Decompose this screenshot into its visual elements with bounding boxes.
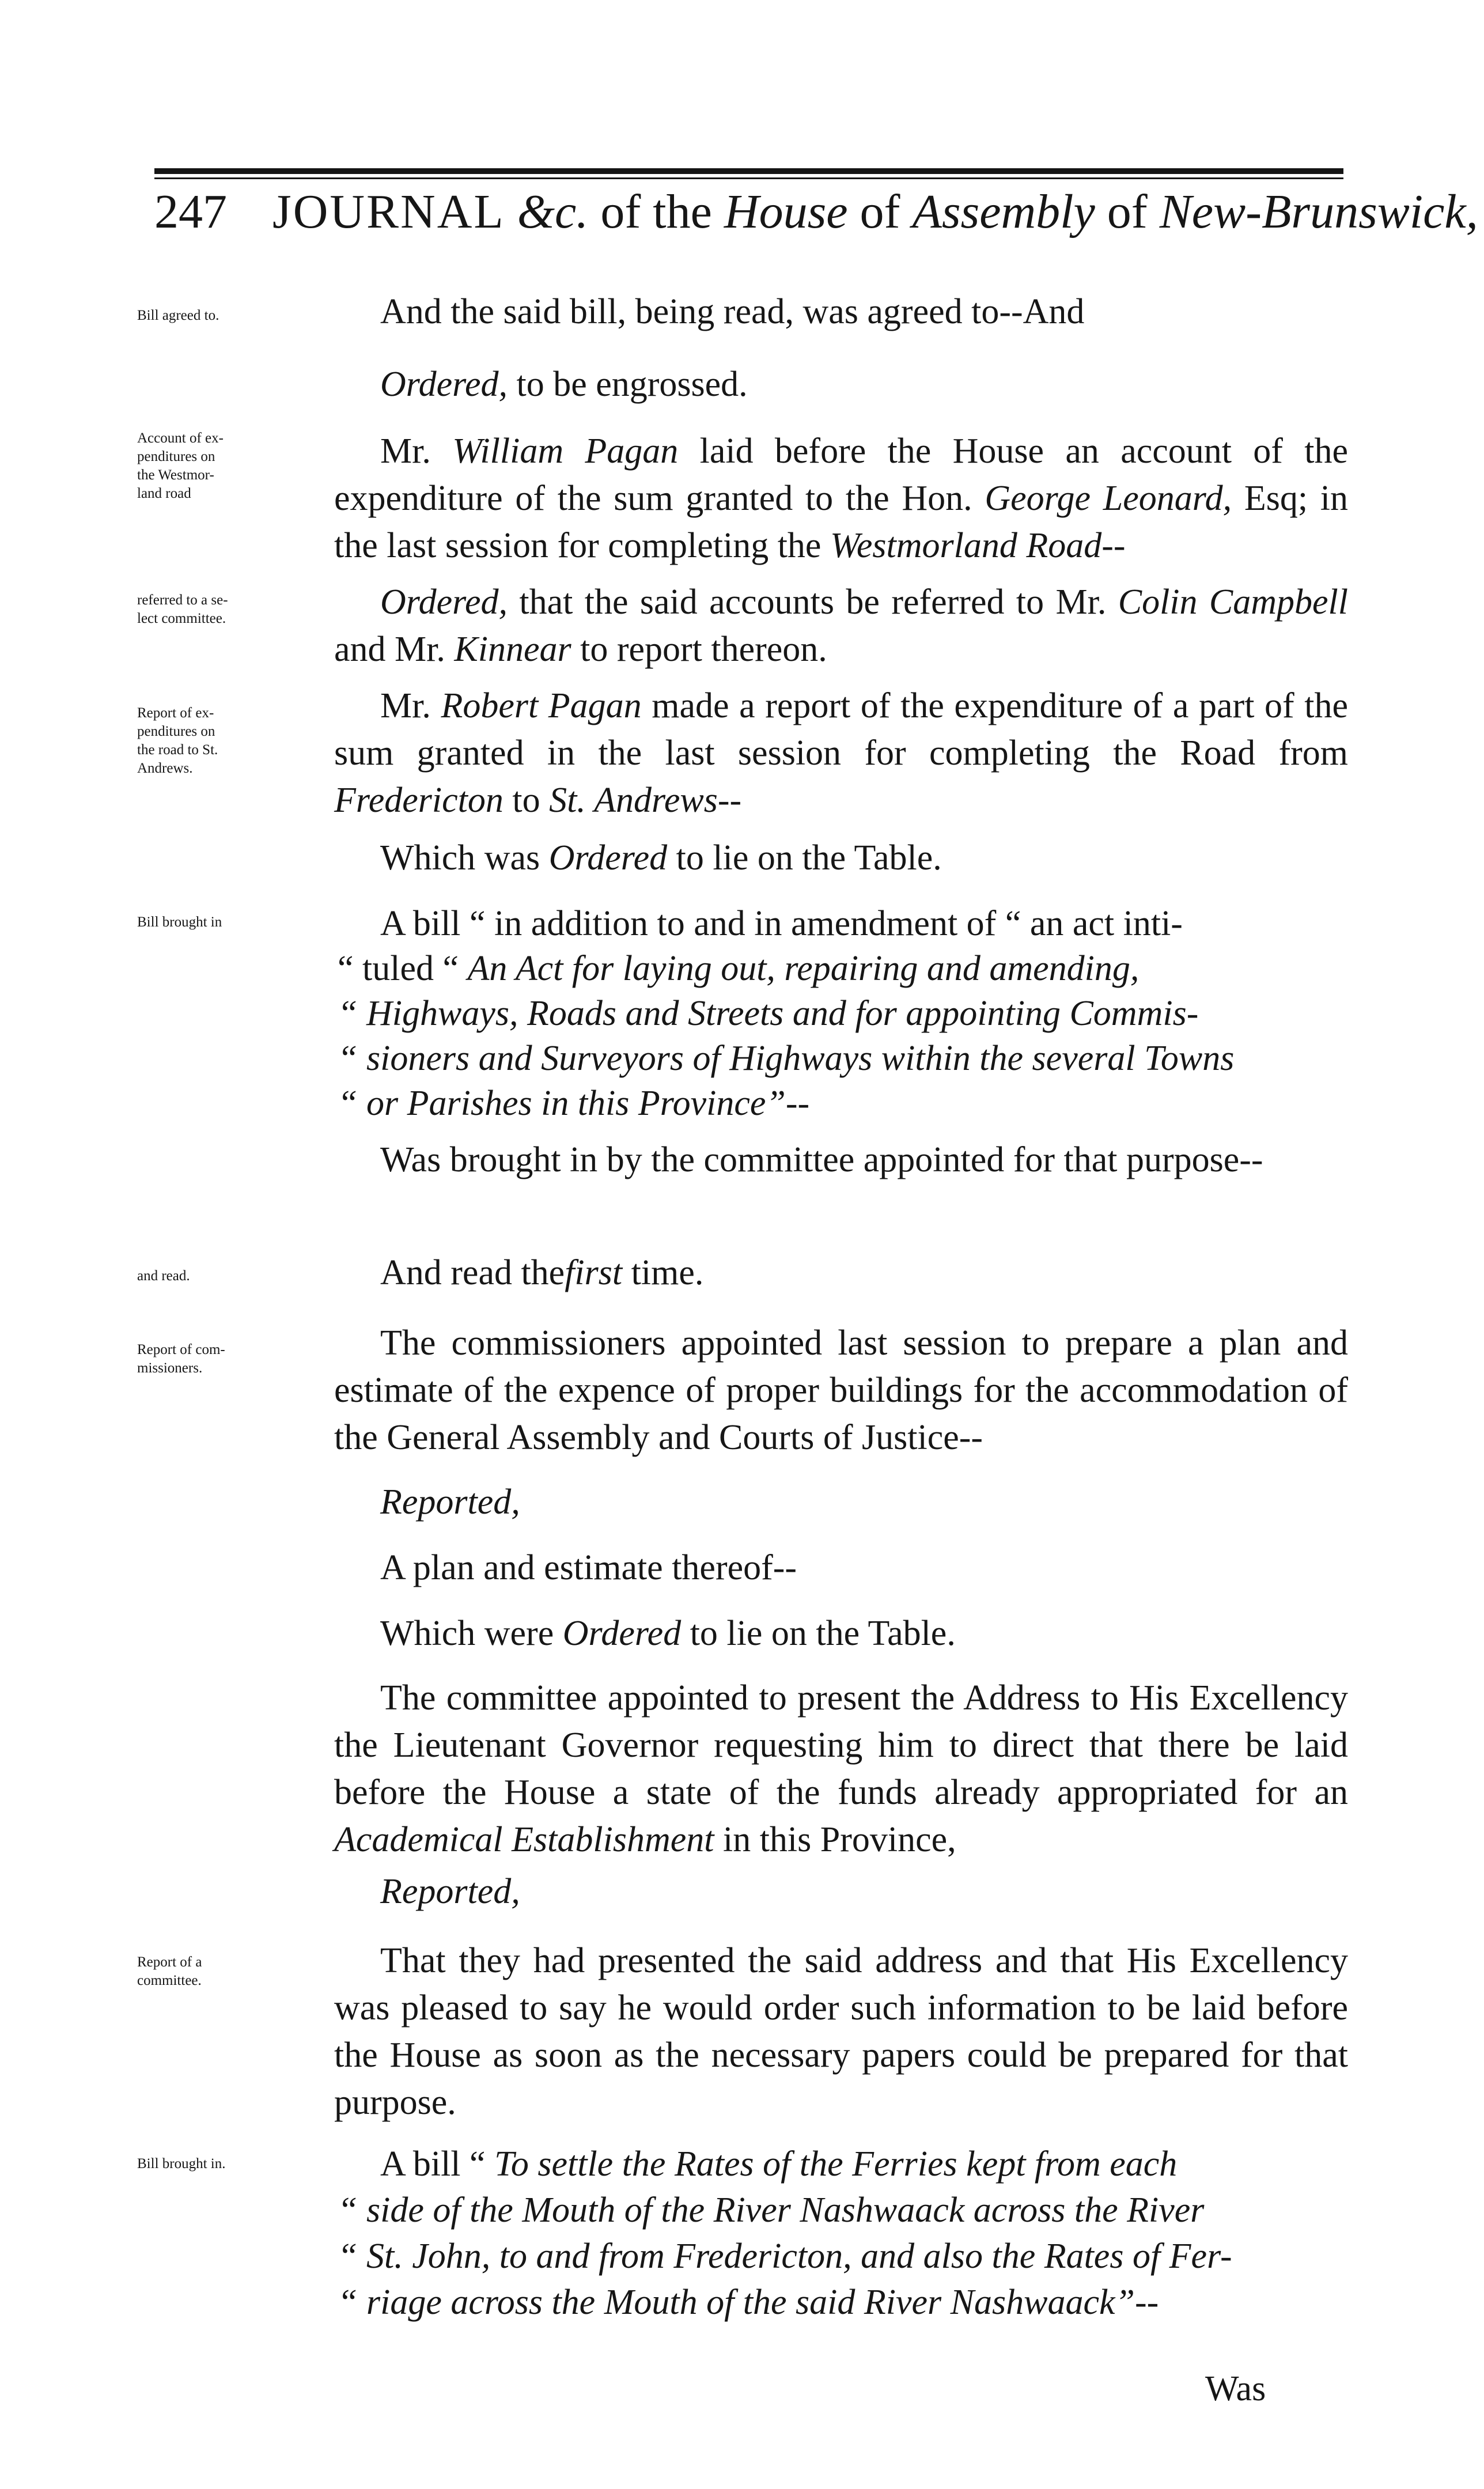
margin-note-line: referred to a se- xyxy=(137,592,228,608)
para-reported-2 xyxy=(380,1868,1360,1915)
text-italic-line: Reported, xyxy=(380,1872,520,1911)
text-italic: William Pagan xyxy=(452,432,679,471)
text-italic: Academical Establishment xyxy=(334,1820,714,1859)
para-ordered-lie-table-1 xyxy=(380,834,1360,882)
margin-note-line: Report of a xyxy=(137,1954,202,1970)
margin-note-line: lect committee. xyxy=(137,611,226,626)
para-bill-agreed xyxy=(380,288,1360,335)
text-line: A bill “ in addition to and in amendment of “ an act inti- xyxy=(380,904,1183,943)
text-italic-line: Reported, xyxy=(380,1482,520,1522)
para-ordered-engrossed xyxy=(380,361,1360,408)
text-italic-line: “ St. John, to and from Fredericton, and also the Rates of Fer- xyxy=(338,2237,1232,2276)
margin-note-line: Andrews. xyxy=(137,761,193,776)
text-span: The committee appointed to present the Address to His Excellency the Lieutenant Governor requesting him to direct that there be laid before the House a state of the funds already appropriated for an xyxy=(334,1678,1348,1812)
text-italic: To settle the Rates of the Ferries kept from each xyxy=(494,2144,1178,2184)
text-span: to be engrossed. xyxy=(516,365,748,404)
text-span: And read the xyxy=(380,1253,565,1292)
text-italic-line: “ side of the Mouth of the River Nashwaack across the River xyxy=(338,2191,1205,2230)
text-italic: George Leonard, xyxy=(985,479,1232,518)
margin-note-account-westmorland xyxy=(137,429,327,503)
text-italic: An Act for laying out, repairing and amending, xyxy=(467,949,1140,988)
para-report-st-andrews xyxy=(334,682,1348,824)
text-italic: Kinnear xyxy=(454,630,571,669)
margin-note-report-committee xyxy=(137,1953,327,1990)
text-span: A bill “ xyxy=(380,2144,486,2184)
text-italic: St. Andrews-- xyxy=(549,781,742,820)
text-span: to lie on the Table. xyxy=(690,1614,956,1653)
text-italic-line: “ Highways, Roads and Streets and for appointing Commis- xyxy=(338,994,1199,1033)
text-span: to xyxy=(512,781,540,820)
text-italic: Ordered xyxy=(548,838,668,877)
text-italic-line: “ riage across the Mouth of the said River Nashwaack”-- xyxy=(338,2283,1159,2322)
header-of-2: of xyxy=(1107,185,1148,239)
margin-note-line: Bill brought in xyxy=(137,914,222,930)
para-brought-in xyxy=(334,1136,1348,1183)
margin-note-line: Account of ex- xyxy=(137,430,224,446)
header-of-the: of the xyxy=(600,185,712,239)
page-number: 247 xyxy=(154,185,227,239)
margin-note-referred-committee xyxy=(137,591,327,628)
margin-note-line: the road to St. xyxy=(137,742,218,758)
para-bill-highways xyxy=(334,901,1348,1126)
para-plan-estimate xyxy=(380,1544,1360,1591)
text-span: to lie on the Table. xyxy=(676,838,942,877)
text-span: Esq; in the last session for completing the xyxy=(334,479,1349,565)
margin-note-and-read xyxy=(137,1267,327,1285)
text-span: made a report of the expenditure of a part of the sum granted in the last session for completing the Road from xyxy=(334,686,1348,773)
text-italic-line: “ or Parishes in this Province”-- xyxy=(338,1084,810,1123)
margin-note-line: land road xyxy=(137,486,191,501)
text-span: Mr. xyxy=(380,686,431,725)
text-span: that the said accounts be referred to Mr. xyxy=(519,582,1107,622)
margin-note-bill-agreed xyxy=(137,307,327,325)
running-header xyxy=(154,183,1478,241)
text-italic: Ordered, xyxy=(380,582,508,622)
text-italic: Colin Campbell xyxy=(1118,582,1349,622)
margin-note-line: Bill agreed to. xyxy=(137,308,219,323)
header-of-1: of xyxy=(860,185,900,239)
text-line: The commissioners appointed last session to prepare a plan and estimate of the expence of proper buildings for the accommodation of the General Assembly and Courts of Justice-- xyxy=(334,1323,1348,1457)
text-span: time. xyxy=(631,1253,704,1292)
text-italic: Robert Pagan xyxy=(441,686,642,725)
text-line: That they had presented the said address and that His Excellency was pleased to say he would order such information to be laid before the House as soon as the necessary papers could be prepared for that purpose. xyxy=(334,1941,1348,2122)
para-reported-1 xyxy=(380,1478,1360,1526)
margin-note-report-commissioners xyxy=(137,1341,327,1378)
text-span: to report thereon. xyxy=(580,630,827,669)
margin-note-line: Report of ex- xyxy=(137,705,214,721)
para-first-time xyxy=(380,1249,1360,1296)
header-new-brunswick: New-Brunswick, xyxy=(1159,185,1478,239)
margin-note-line: the Westmor- xyxy=(137,467,214,483)
text-italic: Ordered, xyxy=(380,365,508,404)
text-italic: first xyxy=(565,1253,623,1292)
text-italic: Westmorland Road-- xyxy=(830,526,1126,565)
text-italic: Fredericton xyxy=(334,781,504,820)
margin-note-line: Report of com- xyxy=(137,1342,225,1357)
header-etc: &c. xyxy=(517,185,589,239)
header-house: House xyxy=(724,185,848,239)
header-rule-thin xyxy=(154,177,1343,179)
margin-note-line: penditures on xyxy=(137,449,215,464)
text-span: “ tuled “ xyxy=(338,949,459,988)
margin-note-line: and read. xyxy=(137,1268,190,1284)
header-journal: JOURNAL xyxy=(272,185,505,239)
para-ordered-lie-table-2 xyxy=(380,1610,1360,1657)
text-line: And the said bill, being read, was agreed to--And xyxy=(380,292,1085,331)
para-account-westmorland xyxy=(334,428,1348,569)
header-rule-thick xyxy=(154,168,1343,174)
para-bill-ferries xyxy=(334,2141,1348,2325)
margin-note-bill-brought-in-2 xyxy=(137,2155,327,2173)
text-italic: Ordered xyxy=(562,1614,682,1653)
margin-note-line: missioners. xyxy=(137,1360,203,1376)
text-span: in this Province, xyxy=(722,1820,956,1859)
text-line: A plan and estimate thereof-- xyxy=(380,1548,797,1587)
text-span: laid before the House an account of the expenditure of the sum granted to the Hon. xyxy=(334,432,1349,518)
text-line: Was brought in by the committee appointed for that purpose-- xyxy=(380,1140,1263,1179)
para-ordered-referred xyxy=(334,578,1348,673)
catchword: Was xyxy=(1205,2369,1266,2408)
margin-note-bill-brought-in-1 xyxy=(137,913,327,932)
margin-note-line: penditures on xyxy=(137,724,215,739)
text-span: Which were xyxy=(380,1614,554,1653)
margin-note-report-st-andrews xyxy=(137,704,327,778)
para-presented-address xyxy=(334,1937,1348,2126)
para-commissioners xyxy=(334,1319,1348,1461)
para-address-committee xyxy=(334,1674,1348,1863)
margin-note-line: Bill brought in. xyxy=(137,2156,226,2172)
text-span: Which was xyxy=(380,838,540,877)
text-span: and Mr. xyxy=(334,630,445,669)
margin-note-line: committee. xyxy=(137,1973,202,1988)
text-span: Mr. xyxy=(380,432,431,471)
header-assembly: Assembly xyxy=(912,185,1095,239)
text-italic-line: “ sioners and Surveyors of Highways within the several Towns xyxy=(338,1039,1235,1078)
